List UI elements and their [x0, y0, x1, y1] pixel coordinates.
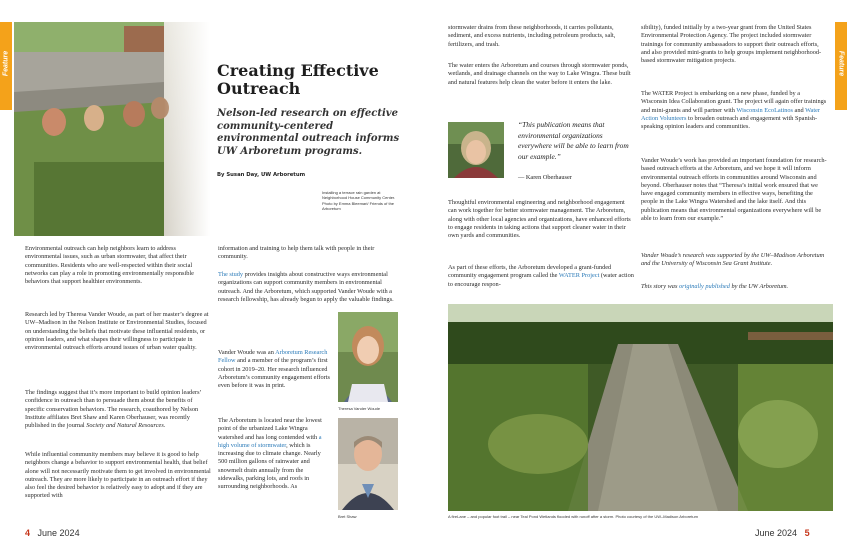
right-footer-date: June 2024	[755, 528, 798, 538]
col1-p3-end: .	[163, 422, 166, 430]
col2-p4-end: , which is increasing due to climate change. Nearly 500 million gallons of rainwater and snowmelt drain annually from the sidewalks, parking lots, and roofs in surrounding neighborhoods. As	[218, 441, 321, 491]
pull-quote-author: — Karen Oberhauser	[518, 174, 572, 181]
col3-p4-text: As part of these efforts, the Arboretum developed a grant-funded community engagement program called the	[448, 264, 612, 280]
research-fellow-link[interactable]: Arboretum Research Fellow	[218, 349, 328, 365]
study-link[interactable]: The study	[218, 271, 244, 278]
feature-tab-left-label: Feature	[2, 50, 10, 77]
left-page-number: 4	[25, 528, 31, 538]
subheadline: Nelson-led research on effective community-centered environmental outreach informs UW Arboretum programs.	[217, 108, 400, 157]
theresa-portrait	[338, 312, 398, 402]
feature-tab-right	[835, 22, 847, 110]
col4-p2-text: The WATER Project is embarking on a new phase, funded by a Wisconsin Idea Collaboration grant. The project will again offer trainings and mini-grants and will partner with	[641, 90, 827, 114]
col2-p3-end: and a member of the program’s first cohort in 2019–20. Her research influenced Arboretum’s community engagement efforts even before it was in print.	[218, 357, 330, 390]
col4-paragraph-3: Vander Woude’s work has provided an important foundation for research-based outreach efforts at the Arboretum, and we hope it will inform environmental outreach efforts in communities around Wisconsin and beyond. Oberhauser notes that “Theresa’s initial work ensured that we have engaged community members in effective ways, benefiting the people in the Lake Wingra Watershed and the lake itself. And this publication means that environmental organizations everywhere will be able to learn from our example.”	[641, 157, 827, 223]
headline-line-1: Creating Effective	[217, 61, 379, 80]
karen-portrait	[448, 122, 504, 178]
originally-published-link[interactable]: originally published	[678, 283, 730, 290]
water-action-volunteers-link[interactable]: Water Action Volunteers	[641, 106, 820, 122]
right-page-number: 5	[804, 528, 810, 538]
col4-paragraph-5	[641, 283, 827, 291]
theresa-portrait-caption: Theresa Vander Woude	[338, 406, 381, 411]
col4-p5-end: by the UW Arboretum.	[729, 283, 789, 290]
byline: By Susan Day, UW Arboretum	[217, 172, 306, 178]
footer-left	[25, 528, 80, 538]
left-footer-date: June 2024	[37, 528, 80, 538]
col2-paragraph-3	[218, 349, 330, 390]
col2-p3-text: Vander Woude was an	[218, 349, 276, 356]
col4-p5-text: This story was	[641, 283, 679, 290]
bret-portrait	[338, 418, 398, 510]
top-photo-caption: Installing a terrace rain garden at Neighborhood House Community Center. Photo by Emma Bleemari/ Friends of the Arboretum	[322, 190, 396, 212]
col1-paragraph-2: Research led by Theresa Vander Woude, as part of her master’s degree at UW–Madison in the Nelson Institute or Environmental Studies, focused on understanding the beliefs that motivate these influential residents, or opinion leaders, and what shapes their willingness to participate in environmental outreach efforts around issues of urban water quality.	[25, 311, 209, 352]
col2-p2-text: provides insights about constructive ways environmental organizations can support community members in environmental outreach. And the Arboretum, which supported Vander Woude with a research fellowship, has already begun to apply the valuable findings.	[218, 271, 394, 303]
rain-garden-photo	[14, 22, 210, 236]
ecolatinos-link[interactable]: Wisconsin EcoLatinos	[736, 106, 793, 114]
col3-p4-end: (water action to encourage respon-	[448, 272, 634, 288]
col2-paragraph-2	[218, 271, 403, 304]
col1-paragraph-3	[25, 389, 211, 430]
col1-paragraph-1: Environmental outreach can help neighbors learn to address environmental issues, such as urban stormwater, that affect their communities. Residents who are well-respected within their social networks can play a role in promoting environmentally responsible behaviors that support healthier environments.	[25, 245, 194, 286]
bret-portrait-caption: Bret Shaw	[338, 514, 357, 519]
headline-line-2: Outreach	[217, 79, 301, 98]
footer-right	[755, 528, 810, 538]
col3-paragraph-2: The water enters the Arboretum and courses through stormwater ponds, wetlands, and drainage channels on the way to Lake Wingra. These built and natural features help clean the water before it enters the lake.	[448, 62, 631, 86]
col1-paragraph-4: While influential community members may believe it is good to help neighbors change a behavior to support environmental health, that belief alone will not necessarily motivate them to get involved in environmental outreach. They are more likely to participate in an outreach effort if they also feel the desired behavior is relatively easy to adopt and if they are supported with	[25, 451, 211, 500]
col4-p2-end: to broaden outreach and engagement with Spanish-speaking opinion leaders and communities.	[641, 114, 818, 131]
col3-paragraph-1: stormwater drains from these neighborhoods, it carries pollutants, sediment, and excess nutrients, including petroleum products, salt, fertilizers, and trash.	[448, 24, 616, 48]
pull-quote: “This publication means that environmental organizations everywhere will be able to learn from our example.”	[518, 120, 629, 161]
col4-paragraph-2	[641, 90, 827, 131]
headline	[217, 62, 379, 98]
col4-paragraph-4: Vander Woude’s research was supported by the UW–Madison Arboretum and the University of Wisconsin Sea Grant Institute.	[641, 252, 825, 268]
wetland-photo	[448, 304, 833, 511]
col2-paragraph-4	[218, 417, 330, 492]
col3-paragraph-3: Thoughtful environmental engineering and neighborhood engagement can work together for better stormwater management. The Arboretum, along with other local agencies and organizations, have enhanced efforts to engage residents in taking actions that support cleaner water in their own yards and communities.	[448, 199, 631, 240]
wetland-photo-caption: A fireLane – and popular foot trail – near Teal Pond Wetlands flooded with runoff after a storm. Photo courtesy of the UW–Madison Arboretum	[448, 514, 698, 519]
col3-paragraph-4	[448, 264, 634, 289]
col1-p3-text: The findings suggest that it’s more important to build opinion leaders’ confidence in outreach than to persuade them about the benefits of specific conservation behaviors. The research, coauthored by Nelson Institute affiliates Bret Shaw and Karen Oberhauser, was recently published in the journal	[25, 389, 202, 430]
col4-p2-and: and	[792, 106, 806, 114]
stormwater-volume-link[interactable]: a high volume of stormwater	[218, 433, 322, 449]
feature-tab-right-label: Feature	[837, 50, 845, 77]
water-project-link[interactable]: WATER Project	[558, 272, 600, 280]
col4-paragraph-1: sibility), funded initially by a two-year grant from the United States Environmental Protection Agency. The project included stormwater trainings for community ambassadors to support their outreach efforts, and also provided mini-grants to help groups implement neighborhood-based stormwater mitigation projects.	[641, 24, 822, 65]
col2-p4-text: The Arboretum is located near the lowest point of the urbanized Lake Wingra watershed and has long contended with	[218, 417, 322, 441]
col2-paragraph-1: information and training to help them talk with people in their community.	[218, 245, 375, 261]
journal-title: Society and Natural Resources	[86, 422, 164, 430]
feature-tab-left	[0, 22, 12, 110]
